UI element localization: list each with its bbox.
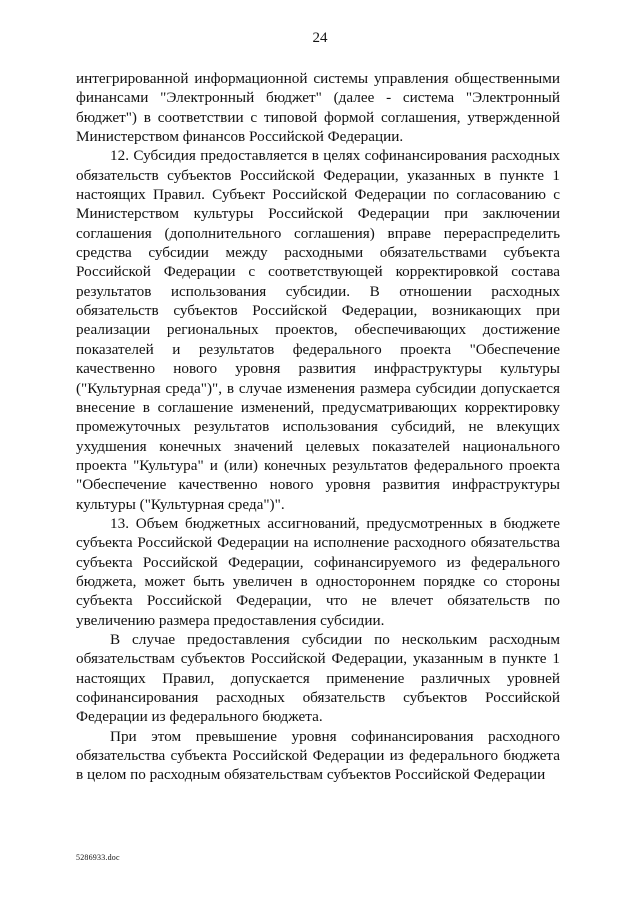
paragraph-multiple-obligations: В случае предоставления субсидии по нескольким расходным обязательствам субъектов Российской Федерации, указанным в пункте 1 настоящих Правил, допускается применение различных уровней софинансирования расходных обязательств субъектов Российской Федерации из федерального бюджета. <box>76 630 560 726</box>
paragraph-clause-12: 12. Субсидия предоставляется в целях софинансирования расходных обязательств субъектов Российской Федерации, указанных в пункте 1 настоящих Правил. Субъект Российской Федерации по согласованию с Министерством культуры Российской Федерации при заключении соглашения (дополнительного соглашения) вправе перераспределить средства субсидии между расходными обязательствами субъекта Российской Федерации с соответствующей корректировкой состава результатов использования субсидии. В отношении расходных обязательств субъектов Российской Федерации, возникающих при реализации региональных проектов, обеспечивающих достижение показателей и результатов федерального проекта "Обеспечение качественно нового уровня развития инфраструктуры культуры ("Культурная среда")", в случае изменения размера субсидии допускается внесение в соглашение изменений, предусматривающих корректировку промежуточных результатов использования субсидий, не влекущих ухудшения конечных значений целевых показателей национального проекта "Культура" и (или) конечных результатов федерального проекта "Обеспечение качественно нового уровня развития инфраструктуры культуры ("Культурная среда")". <box>76 147 560 513</box>
paragraph-clause-13: 13. Объем бюджетных ассигнований, предусмотренных в бюджете субъекта Российской Федерации на исполнение расходного обязательства субъекта Российской Федерации, софинансируемого из федерального бюджета, может быть увеличен в одностороннем порядке со стороны субъекта Российской Федерации, что не влечет обязательств по увеличению размера предоставления субсидии. <box>76 514 560 629</box>
document-body <box>76 69 560 785</box>
paragraph-cofinancing-excess: При этом превышение уровня софинансирования расходного обязательства субъекта Российской Федерации из федерального бюджета в целом по расходным обязательствам субъектов Российской Федерации <box>76 727 560 784</box>
document-file-code: 5286933.doc <box>76 853 120 862</box>
paragraph-continuation: интегрированной информационной системы управления общественными финансами "Электронный бюджет" (далее - система "Электронный бюджет") в соответствии с типовой формой соглашения, утвержденной Министерством финансов Российской Федерации. <box>76 70 560 146</box>
page-number: 24 <box>312 30 328 46</box>
